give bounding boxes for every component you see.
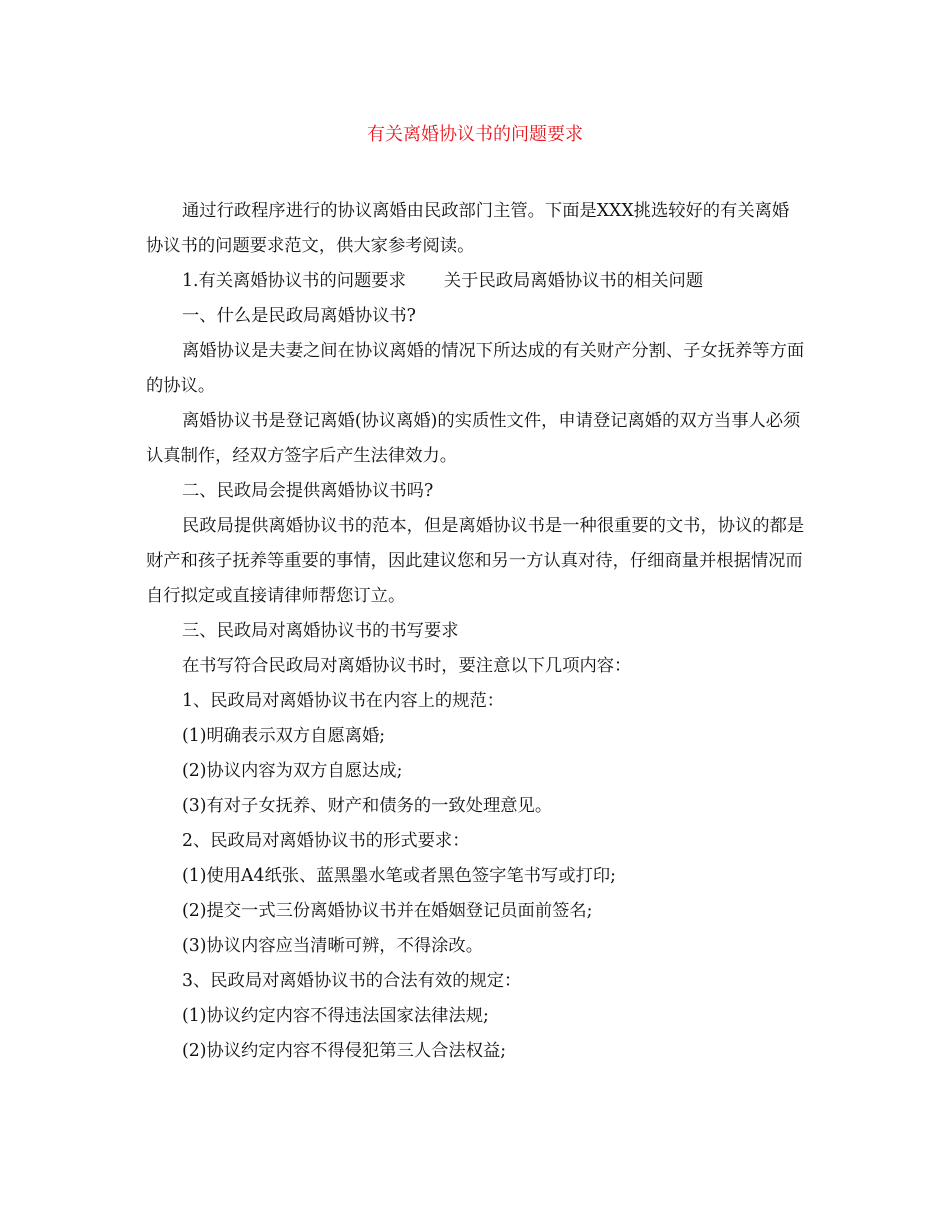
list-item: (3)有对子女抚养、财产和债务的一致处理意见。: [182, 796, 553, 816]
list-item: (1)使用A4纸张、蓝黑墨水笔或者黑色签字笔书写或打印;: [182, 866, 616, 886]
question-heading-2: 二、民政局会提供离婚协议书吗?: [182, 481, 434, 501]
list-heading-content: 1、民政局对离婚协议书在内容上的规范：: [182, 691, 505, 711]
list-item: (3)协议内容应当清晰可辨，不得涂改。: [182, 936, 483, 956]
list-item: (2)提交一式三份离婚协议书并在婚姻登记员面前签名;: [182, 901, 593, 921]
list-item: (2)协议约定内容不得侵犯第三人合法权益;: [182, 1041, 507, 1061]
section-heading-1-number: 1.有关离婚协议书的问题要求: [182, 271, 406, 291]
question-heading-1: 一、什么是民政局离婚协议书?: [182, 306, 416, 326]
list-item: (1)明确表示双方自愿离婚;: [182, 726, 386, 746]
list-item: (1)协议约定内容不得违法国家法律法规;: [182, 1006, 489, 1026]
section-heading-1-subtitle: 关于民政局离婚协议书的相关问题: [443, 271, 704, 291]
section-heading-1: [146, 264, 806, 299]
question-heading-3: 三、民政局对离婚协议书的书写要求: [182, 621, 459, 641]
document-title: 有关离婚协议书的问题要求: [367, 124, 583, 145]
list-item: (2)协议内容为双方自愿达成;: [182, 761, 403, 781]
paragraph-definition: 离婚协议是夫妻之间在协议离婚的情况下所达成的有关财产分割、子女抚养等方面的协议。: [146, 341, 805, 396]
paragraph-template: 民政局提供离婚协议书的范本，但是离婚协议书是一种很重要的文书，协议的都是财产和孩子抚养等重要的事情，因此建议您和另一方认真对待，仔细商量并根据情况而自行拟定或直接请律师帮您订立。: [146, 516, 805, 606]
paragraph-notes-intro: 在书写符合民政局对离婚协议书时，要注意以下几项内容：: [182, 656, 632, 676]
list-heading-format: 2、民政局对离婚协议书的形式要求：: [182, 831, 470, 851]
paragraph-intro: 通过行政程序进行的协议离婚由民政部门主管。下面是XXX挑选较好的有关离婚协议书的问题要求范文，供大家参考阅读。: [146, 201, 790, 256]
list-heading-validity: 3、民政局对离婚协议书的合法有效的规定：: [182, 971, 522, 991]
document-body: [146, 194, 806, 1069]
paragraph-legal-effect: 离婚协议书是登记离婚(协议离婚)的实质性文件，申请登记离婚的双方当事人必须认真制作，经双方签字后产生法律效力。: [146, 411, 801, 466]
